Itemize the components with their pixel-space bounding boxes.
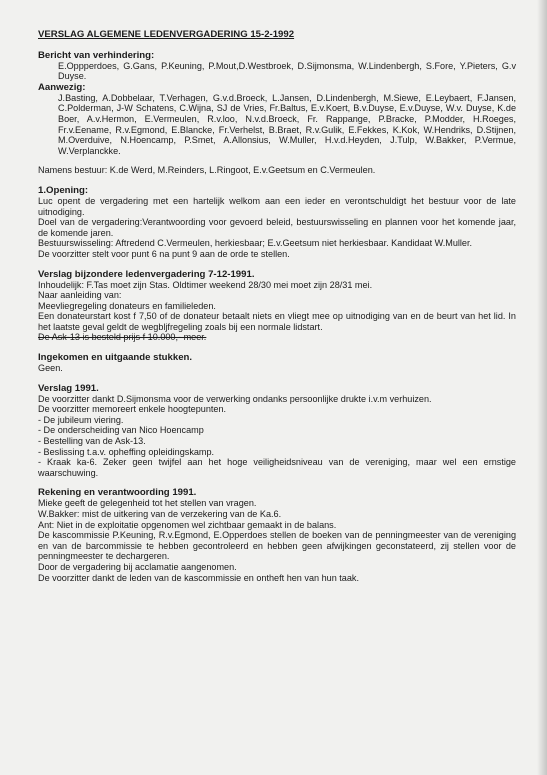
absent-list: E.Oppperdoes, G.Gans, P.Keuning, P.Mout,D.Westbroek, D.Sijmonsma, W.Lindenbergh, S.Fore, Y.Pieters, G.v Duyse.	[58, 60, 516, 82]
report-bullet: - Beslissing t.a.v. opheffing opleidingskamp.	[38, 446, 215, 457]
report-line: De voorzitter memoreert enkele hoogtepunten.	[38, 404, 227, 415]
opening-heading: 1.Opening:	[38, 184, 89, 196]
incoming-heading: Ingekomen en uitgaande stukken.	[38, 352, 193, 364]
report-bullet: - De onderscheiding van Nico Hoencamp	[38, 425, 204, 436]
present-list: J.Basting, A.Dobbelaar, T.Verhagen, G.v.d.Broeck, L.Jansen, D.Lindenbergh, M.Siewe, E.Leybaert, F.Jansen, C.Polderman, J-W Schatens, C.Wijna, SJ de Vries, Fr.Baltus, E.v.Koert, B.v.Duyse, E.v.Duyse, W.v. Duyse, K.de Boer, A.v.Hermon, E.Vermeulen, R.v.loo, N.v.d.Broeck, Fr. Rappange, P.Bracke, P.Modder, H.Roeges, Fr.v.Eename, R.v.Egmond, E.Blancke, Fr.Verhelst, B.Braet, R.v.Gulik, E.Fekkes, K.Kok, W.Hendriks, D.Stijnen, M.Overduive, N.Hoencamp, P.Smet, A.Allonsius, W.Muller, H.v.d.Heyden, J.Tulp, W.Bakker, P.Vermue, W.Verplanckke.	[58, 92, 516, 156]
opening-line: Luc opent de vergadering met een hartelijk welkom aan een ieder en verontschuldigt het bestuur voor de late uitnodiging.	[38, 195, 516, 217]
accounts-line: W.Bakker: mist de uitkering van de verzekering van de Ka.6.	[38, 509, 282, 519]
report-bullet: - Bestelling van de Ask-13.	[38, 436, 146, 447]
accounts-line: De kascommissie P.Keuning, R.v.Egmond, E.Opperdoes stellen de boeken van de penningmeester van de vereniging en van de barcommissie te hebben gecontroleerd en hebben geen afwijkingen geconstateerd, zij stellen voor de penningmeester te dechargeren.	[38, 530, 516, 562]
report-bullet: - Kraak ka-6. Zeker geen twijfel aan het hoge veiligheidsniveau van de vereniging, maar wel een ernstige waarschuwing.	[38, 457, 516, 478]
present-heading: Aanwezig:	[38, 81, 86, 93]
absent-heading: Bericht van verhindering:	[38, 49, 155, 61]
accounts-heading: Rekening en verantwoording 1991.	[38, 487, 197, 499]
incoming-text: Geen.	[38, 363, 63, 374]
report-line: De voorzitter dankt D.Sijmonsma voor de verwerking ondanks persoonlijke drukte i.v.m verhuizen.	[38, 393, 432, 404]
accounts-line: Door de vergadering bij acclamatie aangenomen.	[38, 561, 237, 572]
report-bullet: - De jubileum viering.	[38, 414, 124, 425]
special-meeting-heading: Verslag bijzondere ledenvergadering 7-12-1991.	[38, 268, 255, 280]
special-meeting-line: Naar aanleiding van:	[38, 290, 122, 301]
struck-line: De Ask-13 is besteld prijs f 10.000,- meer.	[38, 332, 207, 343]
document-title: VERSLAG ALGEMENE LEDENVERGADERING 15-2-1992	[38, 29, 295, 40]
special-meeting-line: Meevliegregeling donateurs en familieleden.	[38, 300, 216, 311]
special-meeting-line: Een donateurstart kost f 7,50 of de donateur betaalt niets en vliegt mee op uitnodiging van en de beurt van het lid. In het laatste geval geldt de wegbljfregeling zoals bij een normale lidstart.	[38, 311, 516, 332]
special-meeting-line: Inhoudelijk: F.Tas moet zijn Stas. Oldtimer weekend 28/30 mei moet zijn 28/31 mei.	[38, 279, 373, 290]
opening-line: De voorzitter stelt voor punt 6 na punt 9 aan de orde te stellen.	[38, 248, 290, 259]
accounts-line: De voorzitter dankt de leden van de kascommissie en ontheft hen van hun taak.	[38, 572, 359, 583]
opening-line: Bestuurswisseling: Aftredend C.Vermeulen, herkiesbaar; E.v.Geetsum niet herkiesbaar. Kandidaat W.Muller.	[38, 238, 473, 249]
accounts-line: Ant: Niet in de exploitatie opgenomen wel zichtbaar gemaakt in de balans.	[38, 519, 337, 530]
accounts-line: Mieke geeft de gelegenheid tot het stellen van vragen.	[38, 498, 257, 509]
document-body	[38, 30, 516, 583]
opening-line: Doel van de vergadering:Verantwoording voor gevoerd beleid, bestuurswisseling en plannen voor het komende jaar, de komende jaren.	[38, 217, 516, 238]
board-members: Namens bestuur: K.de Werd, M.Reinders, L.Ringoot, E.v.Geetsum en C.Vermeulen.	[38, 165, 376, 176]
report-heading: Verslag 1991.	[38, 382, 99, 394]
